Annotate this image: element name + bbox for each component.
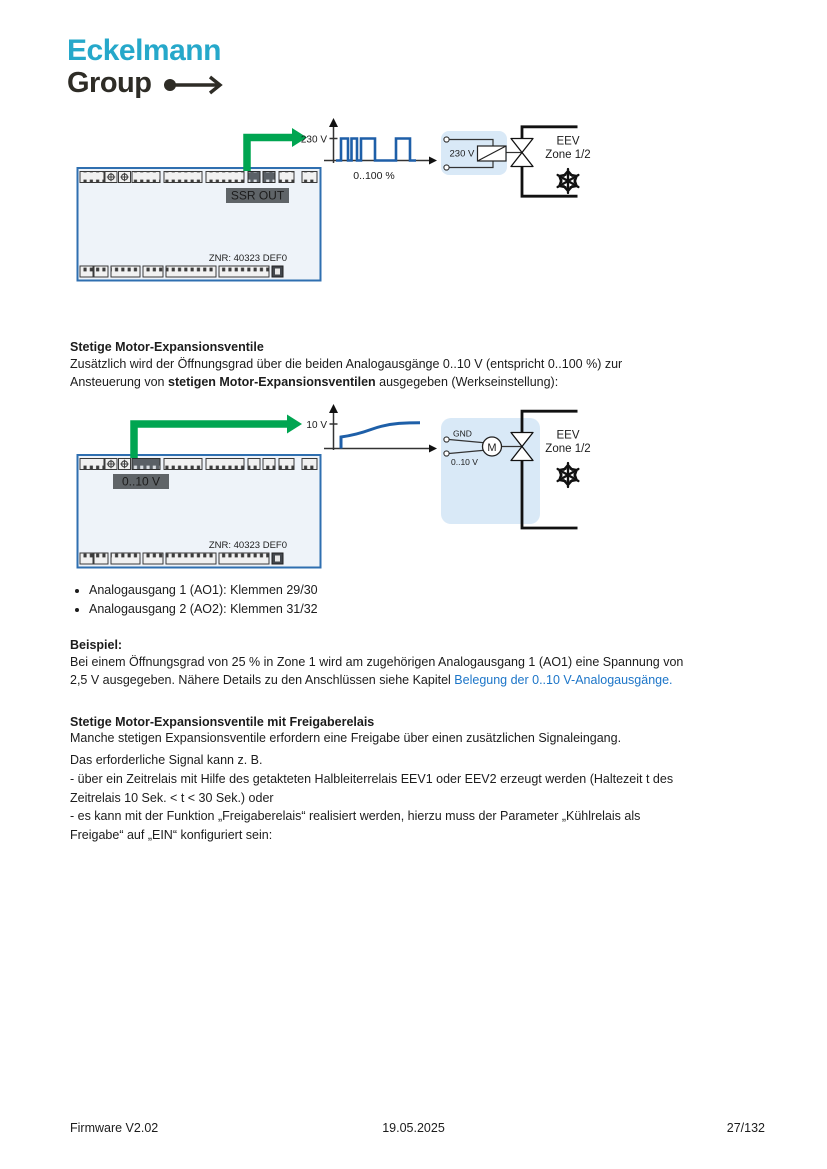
terminal-block (80, 266, 93, 277)
coil-voltage-label: 230 V (449, 148, 475, 160)
controller-board (78, 168, 321, 281)
terminal-block (143, 553, 163, 564)
usb-connector (272, 266, 283, 277)
terminal-block-analog-out (132, 172, 160, 183)
terminal-block (302, 459, 317, 470)
terminal-block (206, 172, 244, 183)
terminal-dot (444, 451, 449, 456)
terminal-block (94, 553, 108, 564)
terminal-block (219, 553, 269, 564)
list-item: • Analogausgang 2 (AO2): Klemmen 31/32 (89, 600, 318, 619)
terminal-block (279, 459, 294, 470)
terminal-block-analog-out-highlighted (132, 459, 160, 470)
terminal-dot (444, 137, 449, 142)
relay-gear-icon (119, 459, 131, 470)
analog-out-label-text: 0..10 V (121, 474, 161, 489)
section1-paragraph (70, 355, 622, 391)
terminal-dot (444, 165, 449, 170)
section2-line4: Freigabe“ auf „EIN“ konfiguriert sein: (70, 827, 273, 842)
example-heading: Beispiel: (70, 638, 123, 652)
logo-group-text: Group (67, 67, 152, 99)
diagram-ssr-output (70, 112, 650, 304)
signal-range-label: 0..10 V (451, 457, 478, 467)
analog-out-label (113, 474, 169, 489)
valve-zone-text: Zone 1/2 (545, 149, 591, 161)
analog-output-list (70, 581, 318, 619)
valve-circuit-motor (441, 411, 591, 528)
relay-gear-icon (105, 459, 117, 470)
snowflake-icon (556, 463, 581, 487)
plot1-y-label: 230 V (300, 134, 327, 146)
terminal-block-ssr1-highlighted (248, 172, 260, 183)
section2-para1: Manche stetigen Expansionsventile erfordern eine Freigabe über einen zusätzlichen Signaleingang. (70, 731, 622, 745)
snowflake-icon (556, 169, 581, 193)
terminal-block (80, 172, 104, 183)
section2-line1: - über ein Zeitrelais mit Hilfe des getakteten Halbleiterrelais EEV1 oder EEV2 erzeugt werden (Haltezeit t des (70, 772, 674, 786)
terminal-block (111, 266, 140, 277)
ssr-out-label-text: SSR OUT (230, 188, 285, 203)
motor-label-text: M (487, 442, 497, 454)
x-axis-arrow (429, 157, 437, 165)
terminal-block (248, 459, 260, 470)
section2-para2: Das erforderliche Signal kann z. B. (70, 753, 263, 767)
example-line1: Bei einem Öffnungsgrad von 25 % in Zone 1 wird am zugehörigen Analogausgang 1 (AO1) eine Spannung von (70, 655, 684, 669)
board-znr-text: ZNR: 40323 DEF0 (208, 253, 287, 264)
terminal-block (166, 266, 216, 277)
footer-version: Firmware V2.02 (70, 1121, 159, 1135)
terminal-row-top (80, 459, 317, 470)
logo-brand-text: Eckelmann (67, 34, 221, 67)
motor-symbol (483, 437, 502, 456)
valve-name-text: EEV (556, 429, 580, 442)
terminal-block (111, 553, 140, 564)
valve-zone-text: Zone 1/2 (545, 443, 591, 455)
diagram-analog-output (70, 398, 650, 590)
usb-connector (272, 553, 283, 564)
ramp-signal (341, 423, 420, 449)
terminal-block (206, 459, 244, 470)
section2-line3: - es kann mit der Funktion „Freigaberelais“ realisiert werden, hierzu muss der Parameter „Kühlrelais als (70, 809, 641, 823)
board-znr-text: ZNR: 40323 DEF0 (208, 540, 287, 551)
terminal-block (166, 553, 216, 564)
terminal-dot (444, 437, 449, 442)
section2-line2: Zeitrelais 10 Sek. < t < 30 Sek.) oder (70, 790, 274, 805)
footer-date: 19.05.2025 (382, 1121, 445, 1135)
solenoid-coil (478, 146, 507, 161)
section2-para3 (70, 770, 673, 844)
plot1-x-label: 0..100 % (353, 170, 395, 182)
relay-gear-icon (119, 172, 131, 183)
example-line2: 2,5 V ausgegeben. Nähere Details zu den Anschlüssen siehe Kapitel Belegung der 0..10 V-Analogausgänge. (70, 673, 673, 687)
terminal-row-top (80, 172, 317, 183)
list-item: • Analogausgang 1 (AO1): Klemmen 29/30 (89, 581, 318, 600)
valve-circuit-230v (441, 127, 591, 196)
terminal-block (219, 266, 269, 277)
x-axis-arrow (429, 445, 437, 453)
terminal-block (94, 266, 108, 277)
example-paragraph (70, 653, 683, 689)
plot2-y-label: 10 V (306, 420, 327, 431)
valve-name-text: EEV (556, 135, 580, 148)
y-axis-arrow (329, 118, 338, 127)
logo-arrow-icon (162, 69, 232, 98)
terminal-block (80, 459, 104, 470)
company-logo (67, 36, 232, 98)
footer-page-number: 27/132 (726, 1121, 765, 1135)
terminal-block (143, 266, 163, 277)
gnd-label: GND (453, 428, 472, 439)
terminal-block (302, 172, 317, 183)
section1-line1: Zusätzlich wird der Öffnungsgrad über die beiden Analogausgänge 0..10 V (entspricht 0..100 %) zur (70, 357, 623, 371)
section1-line2: Ansteuerung von stetigen Motor-Expansionsventilen ausgegeben (Werkseinstellung): (70, 375, 559, 389)
section2-heading: Stetige Motor-Expansionsventile mit Freigaberelais (70, 715, 375, 729)
terminal-block (80, 553, 93, 564)
terminal-block (279, 172, 294, 183)
y-axis-arrow (329, 404, 338, 413)
green-arrow (134, 415, 302, 459)
analog-ramp-plot (306, 404, 437, 453)
controller-board (78, 455, 321, 568)
terminal-block-ssr2-highlighted (263, 172, 275, 183)
green-arrow (247, 128, 307, 171)
ssr-out-label (226, 188, 289, 203)
section1-heading: Stetige Motor-Expansionsventile (70, 340, 264, 354)
relay-gear-icon (105, 172, 117, 183)
terminal-block (164, 459, 202, 470)
pwm-signal (336, 139, 416, 161)
terminal-block (263, 459, 275, 470)
link-analog-outputs-chapter[interactable]: Belegung der 0..10 V-Analogausgänge. (454, 673, 673, 687)
terminal-block (164, 172, 202, 183)
